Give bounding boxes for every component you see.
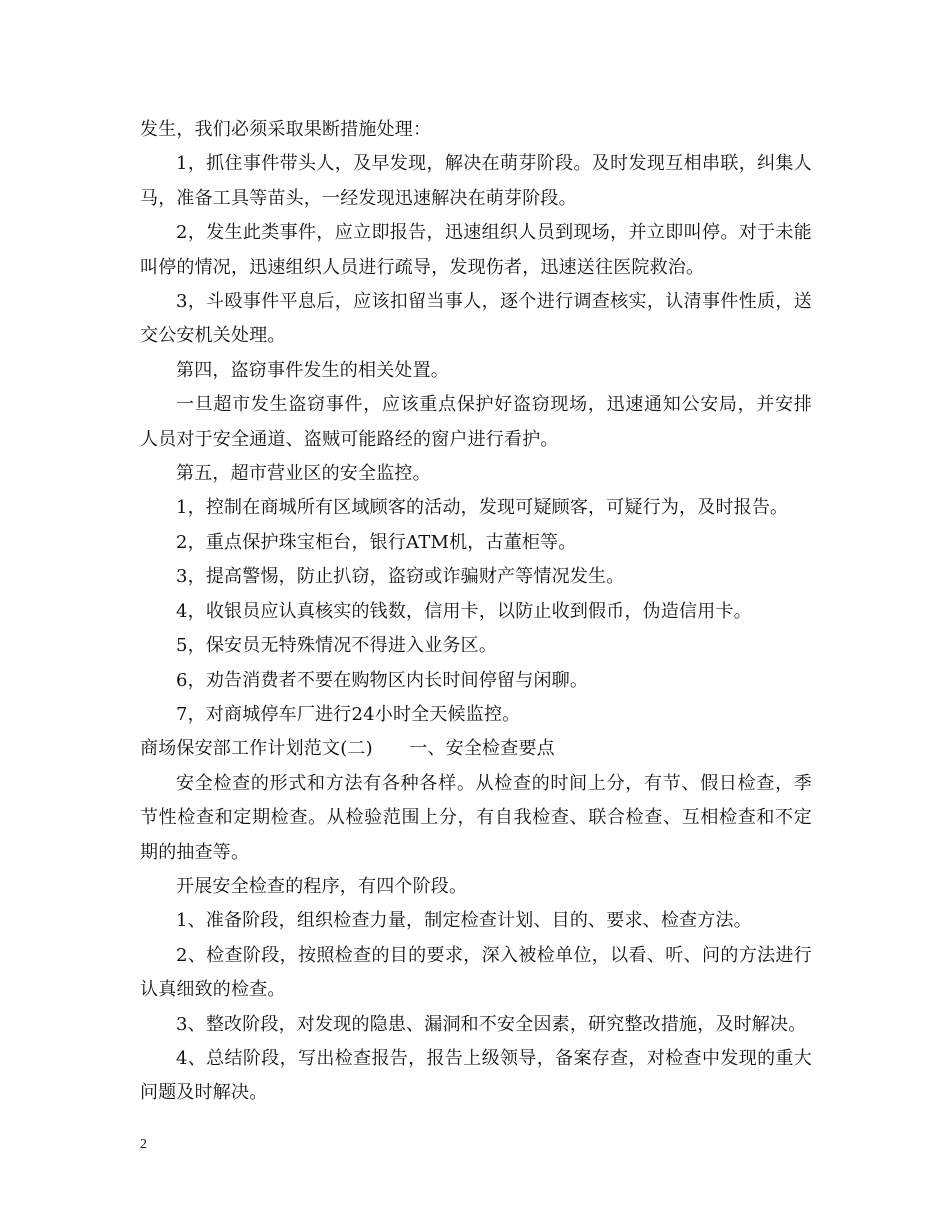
section-heading: 第五，超市营业区的安全监控。 [176,463,431,485]
list-item: 2，重点保护珠宝柜台，银行ATM机，古董柜等。 [176,531,577,553]
list-item: 1，控制在商城所有区域顾客的活动，发现可疑顾客，可疑行为，及时报告。 [176,497,789,519]
paragraph: 2，发生此类事件，应立即报告，迅速组织人员到现场，并立即叫停。对于未能叫停的情况，迅速组织人员进行疏导，发现伤者，迅速送往医院救治。 [140,222,812,278]
list-item: 3，提高警惕，防止扒窃，盗窃或诈骗财产等情况发生。 [176,566,625,588]
document-body [140,113,812,1111]
list-item: 2、检查阶段，按照检查的目的要求，深入被检单位，以看、听、问的方法进行认真细致的检查。 [140,944,812,1001]
paragraph: 一旦超市发生盗窃事件，应该重点保护好盗窃现场，迅速通知公安局，并安排人员对于安全通道、盗贼可能路经的窗户进行看护。 [140,394,812,450]
list-item: 1、准备阶段，组织检查力量，制定检查计划、目的、要求、检查方法。 [176,910,752,932]
paragraph: 开展安全检查的程序，有四个阶段。 [176,875,468,897]
paragraph: 发生，我们必须采取果断措施处理： [140,119,432,140]
document-subtitle: 商场保安部工作计划范文(二) 一、安全检查要点 [140,738,555,760]
list-item: 5，保安员无特殊情况不得进入业务区。 [176,635,498,657]
paragraph: 1，抓住事件带头人，及早发现，解决在萌芽阶段。及时发现互相串联，纠集人马，准备工具等苗头，一经发现迅速解决在萌芽阶段。 [140,153,812,209]
paragraph: 3，斗殴事件平息后，应该扣留当事人，逐个进行调查核实，认清事件性质，送交公安机关处理。 [140,291,812,347]
list-item: 4、总结阶段，写出检查报告，报告上级领导，备案存查，对检查中发现的重大问题及时解决。 [140,1047,812,1104]
page-number: 2 [140,1137,147,1152]
list-item: 3、整改阶段，对发现的隐患、漏洞和不安全因素，研究整改措施，及时解决。 [176,1013,807,1035]
list-item: 6，劝告消费者不要在购物区内长时间停留与闲聊。 [176,669,589,691]
list-item: 7，对商城停车厂进行24小时全天候监控。 [176,703,521,725]
section-heading: 第四，盗窃事件发生的相关处置。 [176,359,449,381]
paragraph: 安全检查的形式和方法有各种各样。从检查的时间上分，有节、假日检查，季节性检查和定期检查。从检验范围上分，有自我检查、联合检查、互相检查和不定期的抽查等。 [140,772,812,863]
list-item: 4，收银员应认真核实的钱数，信用卡，以防止收到假币，伪造信用卡。 [176,600,752,622]
